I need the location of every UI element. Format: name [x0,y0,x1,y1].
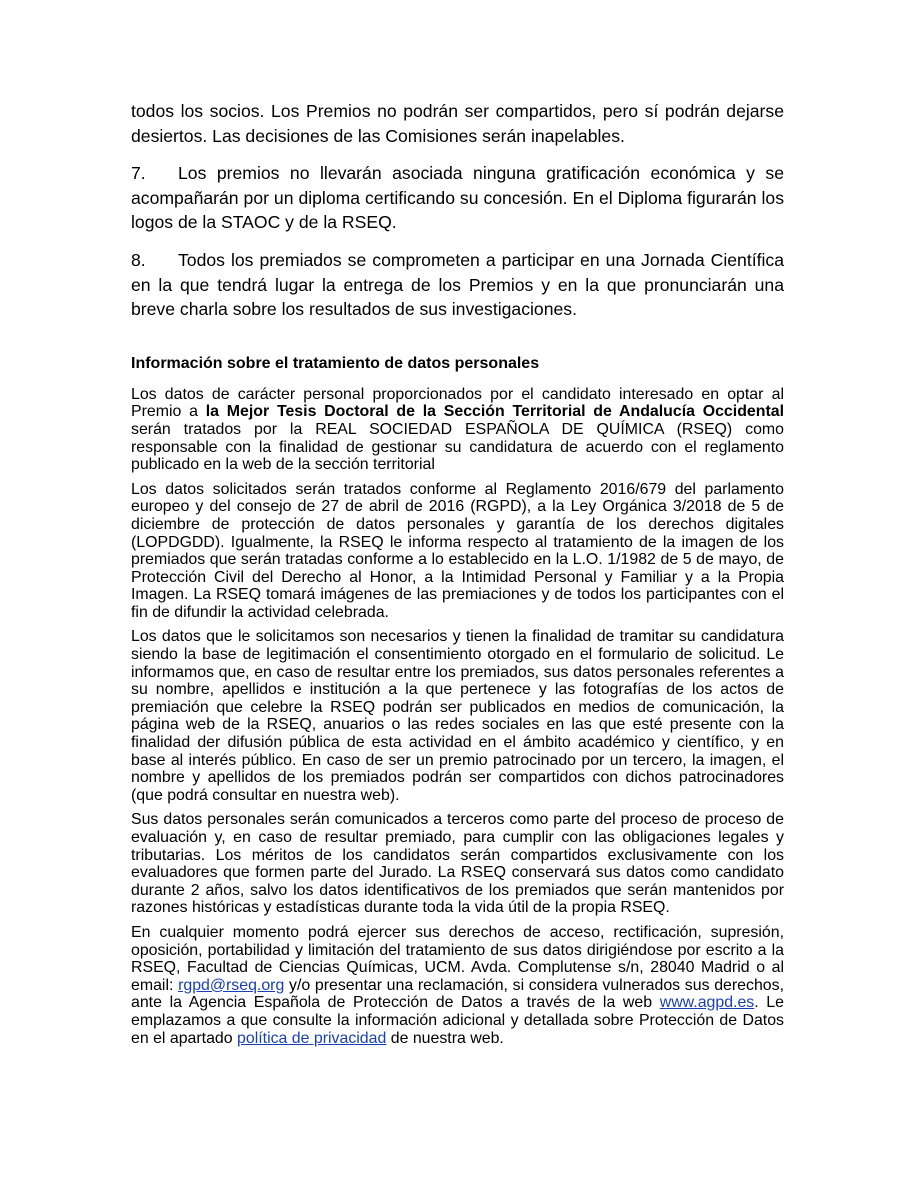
section-heading: Información sobre el tratamiento de datos personales [131,354,540,372]
rule-continuation-text: todos los socios. Los Premios no podrán ser compartidos, pero sí podrán dejarse desiertos. Las decisiones de las Comisiones serán inapelables. [131,101,784,146]
rule-8-text: Todos los premiados se comprometen a participar en una Jornada Científica en la que tendrá lugar la entrega de los Premios y en la que pronunciarán una breve charla sobre los resultados de sus investigaciones. [131,249,784,320]
p1-before: Los datos de carácter personal proporcionados por el candidato interesado en optar al Premio a [131,385,784,421]
agpd-web-link[interactable]: www.agpd.es [659,994,755,1012]
rule-7-text: Los premios no llevarán asociada ninguna gratificación económica y se acompañarán por un diploma certificando su concesión. En el Diploma figurarán los logos de la STAOC y de la RSEQ. [131,163,784,233]
rule-7 [131,161,784,235]
privacy-paragraph-5 [131,924,784,1047]
rule-7-number: 7. [131,163,146,184]
rule-8 [131,248,784,322]
privacy-paragraph-3: Los datos que le solicitamos son necesarios y tienen la finalidad de tramitar su candidatura siendo la base de legitimación el consentimiento otorgado en el formulario de solicitud. Le informamos que, en caso de resultar entre los premiados, sus datos personales referentes a su nombre, apellidos e institución a la que pertenece y las fotografías de los actos de premiación que celebre la RSEQ podrán ser publicados en medios de comunicación, la página web de la RSEQ, anuarios o las redes sociales en las que esté presente con la finalidad der difusión pública de esta actividad en el ámbito académico y científico, y en base al interés público. En caso de ser un premio patrocinado por un tercero, la imagen, el nombre y apellidos de los premiados podrán ser compartidos con dichos patrocinadores (que podrá consultar en nuestra web). [131,628,784,804]
privacy-paragraph-4: Sus datos personales serán comunicados a terceros como parte del proceso de proceso de evaluación y, en caso de resultar premiado, para cumplir con las obligaciones legales y tributarias. Los méritos de los candidatos serán compartidos exclusivamente con los evaluadores que formen parte del Jurado. La RSEQ conservará sus datos como candidato durante 2 años, salvo los datos identificativos de los premiados que serán mantenidos por razones históricas y estadísticas durante toda la vida útil de la propia RSEQ. [131,811,784,917]
privacy-paragraph-1 [131,386,784,474]
rule-continuation [131,99,784,148]
award-name: la Mejor Tesis Doctoral de la Sección Territorial de Andalucía Occidental [205,403,784,421]
privacy-policy-link[interactable]: política de privacidad [237,1029,387,1047]
rule-8-number: 8. [131,249,146,270]
p5-text-4: de nuestra web. [386,1029,504,1047]
p5-text-2: y/o presentar una reclamación, si considera vulnerados sus derechos, ante la Agencia Española de Protección de Datos a través de la web [131,976,784,1012]
p5-text-1: En cualquier momento podrá ejercer sus derechos de acceso, rectificación, supresión, oposición, portabilidad y limitación del tratamiento de sus datos dirigiéndose por escrito a la RSEQ, Facultad de Ciencias Químicas, UCM. Avda. Complutense s/n, 28040 Madrid o al email: [131,923,784,994]
p5-text-3: . Le emplazamos a que consulte la información adicional y detallada sobre Protección de Datos en el apartado [131,994,784,1047]
email-link[interactable]: rgpd@rseq.org [178,976,285,994]
p1-after: serán tratados por la REAL SOCIEDAD ESPAÑOLA DE QUÍMICA (RSEQ) como responsable con la finalidad de gestionar su candidatura de acuerdo con el reglamento publicado en la web de la sección territorial [131,420,784,474]
privacy-paragraph-2: Los datos solicitados serán tratados conforme al Reglamento 2016/679 del parlamento europeo y del consejo de 27 de abril de 2016 (RGPD), a la Ley Orgánica 3/2018 de 5 de diciembre de protección de datos personales y garantía de los derechos digitales (LOPDGDD). Igualmente, la RSEQ le informa respecto al tratamiento de la imagen de los premiados que serán tratadas conforme a lo establecido en la L.O. 1/1982 de 5 de mayo, de Protección Civil del Derecho al Honor, a la Intimidad Personal y Familiar y a la Propia Imagen. La RSEQ tomará imágenes de las premiaciones y de todos los participantes con el fin de difundir la actividad celebrada. [131,480,784,621]
